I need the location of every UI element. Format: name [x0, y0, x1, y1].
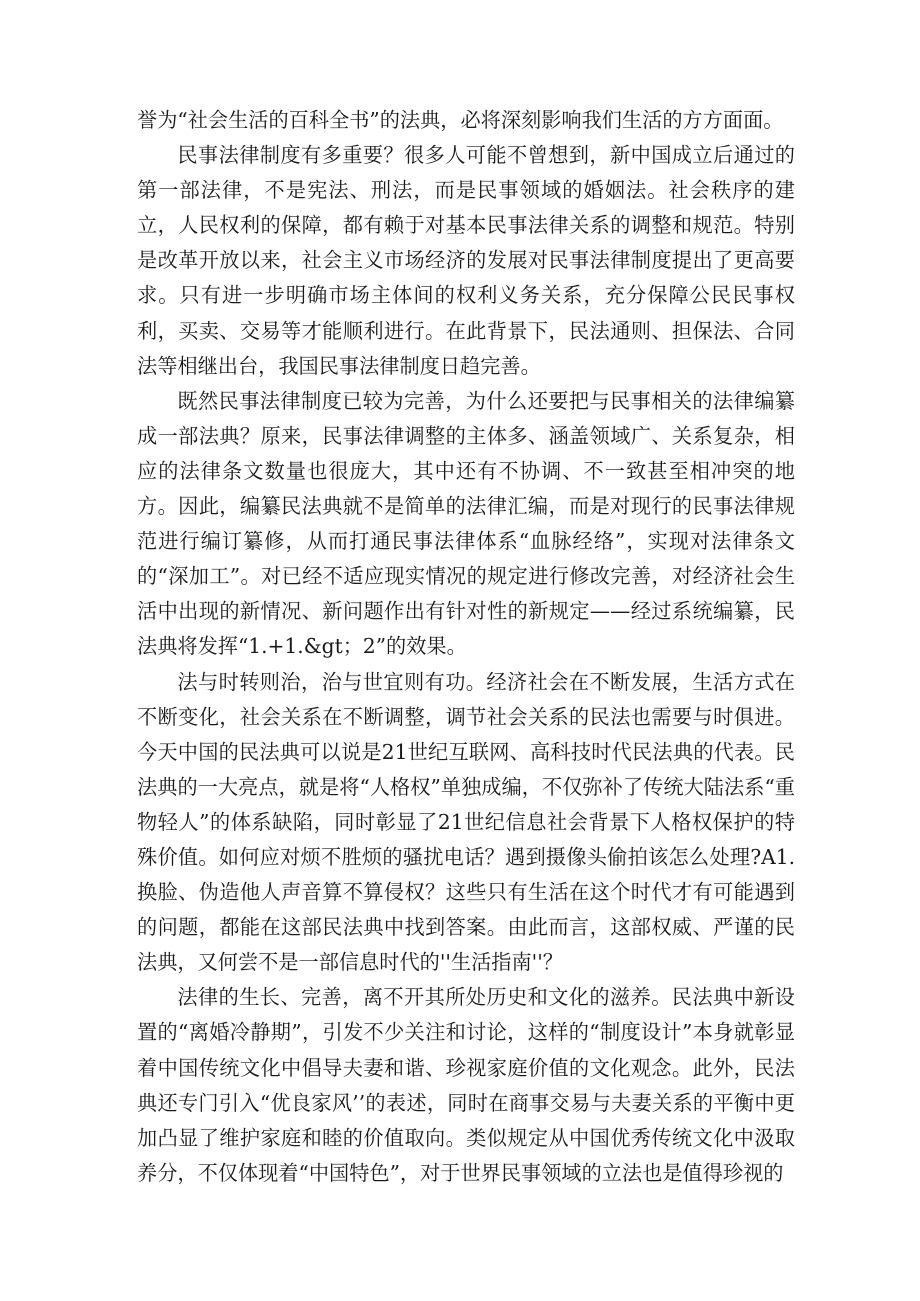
paragraph: 法律的生长、完善，离不开其所处历史和文化的滋养。民法典中新设置的“离婚冷静期”，引发不少关注和讨论，这样的“制度设计”本身就彰显着中国传统文化中倡导夫妻和谐、珍视家庭价值的文化观念。此外，民法典还专门引入“优良家风’’的表述，同时在商事交易与夫妻关系的平衡中更加凸显了维护家庭和睦的价值取向。类似规定从中国优秀传统文化中汲取养分，不仅体现着“中国特色”，对于世界民事领域的立法也是值得珍视的: [137, 985, 795, 1185]
paragraph: 既然民事法律制度已较为完善，为什么还要把与民事相关的法律编纂成一部法典？原来，民事法律调整的主体多、涵盖领域广、关系复杂，相应的法律条文数量也很庞大，其中还有不协调、不一致甚至相冲突的地方。因此，编纂民法典就不是简单的法律汇编，而是对现行的民事法律规范进行编订纂修，从而打通民事法律体系“血脉经络”，实现对法律条文的“深加工”。对已经不适应现实情况的规定进行修改完善，对经济社会生活中出现的新情况、新问题作出有针对性的新规定——经过系统编纂，民法典将发挥“1.+1.&gt；2”的效果。: [137, 388, 795, 659]
paragraph: 法与时转则治，治与世宜则有功。经济社会在不断发展，生活方式在不断变化，社会关系在不断调整，调节社会关系的民法也需要与时俱进。今天中国的民法典可以说是21世纪互联网、高科技时代民法典的代表。民法典的一大亮点，就是将“人格权”单独成编，不仅弥补了传统大陆法系“重物轻人”的体系缺陷，同时彰显了21世纪信息社会背景下人格权保护的特殊价值。如何应对烦不胜烦的骚扰电话？遇到摄像头偷拍该怎么处理?A1.换脸、伪造他人声音算不算侵权？这些只有生活在这个时代才有可能遇到的问题，都能在这部民法典中找到答案。由此而言，这部权威、严谨的民法典，又何尝不是一部信息时代的''生活指南''？: [137, 669, 795, 975]
paragraph-continued: 誉为“社会生活的百科全书”的法典，必将深刻影响我们生活的方方面面。: [137, 108, 784, 132]
body-text: [137, 103, 795, 1191]
paragraph: 民事法律制度有多重要？很多人可能不曾想到，新中国成立后通过的第一部法律，不是宪法、刑法，而是民事领域的婚姻法。社会秩序的建立，人民权利的保障，都有赖于对基本民事法律关系的调整和规范。特别是改革开放以来，社会主义市场经济的发展对民事法律制度提出了更高要求。只有进一步明确市场主体间的权利义务关系，充分保障公民民事权利，买卖、交易等才能顺利进行。在此背景下，民法通则、担保法、合同法等相继出台，我国民事法律制度日趋完善。: [137, 143, 795, 378]
